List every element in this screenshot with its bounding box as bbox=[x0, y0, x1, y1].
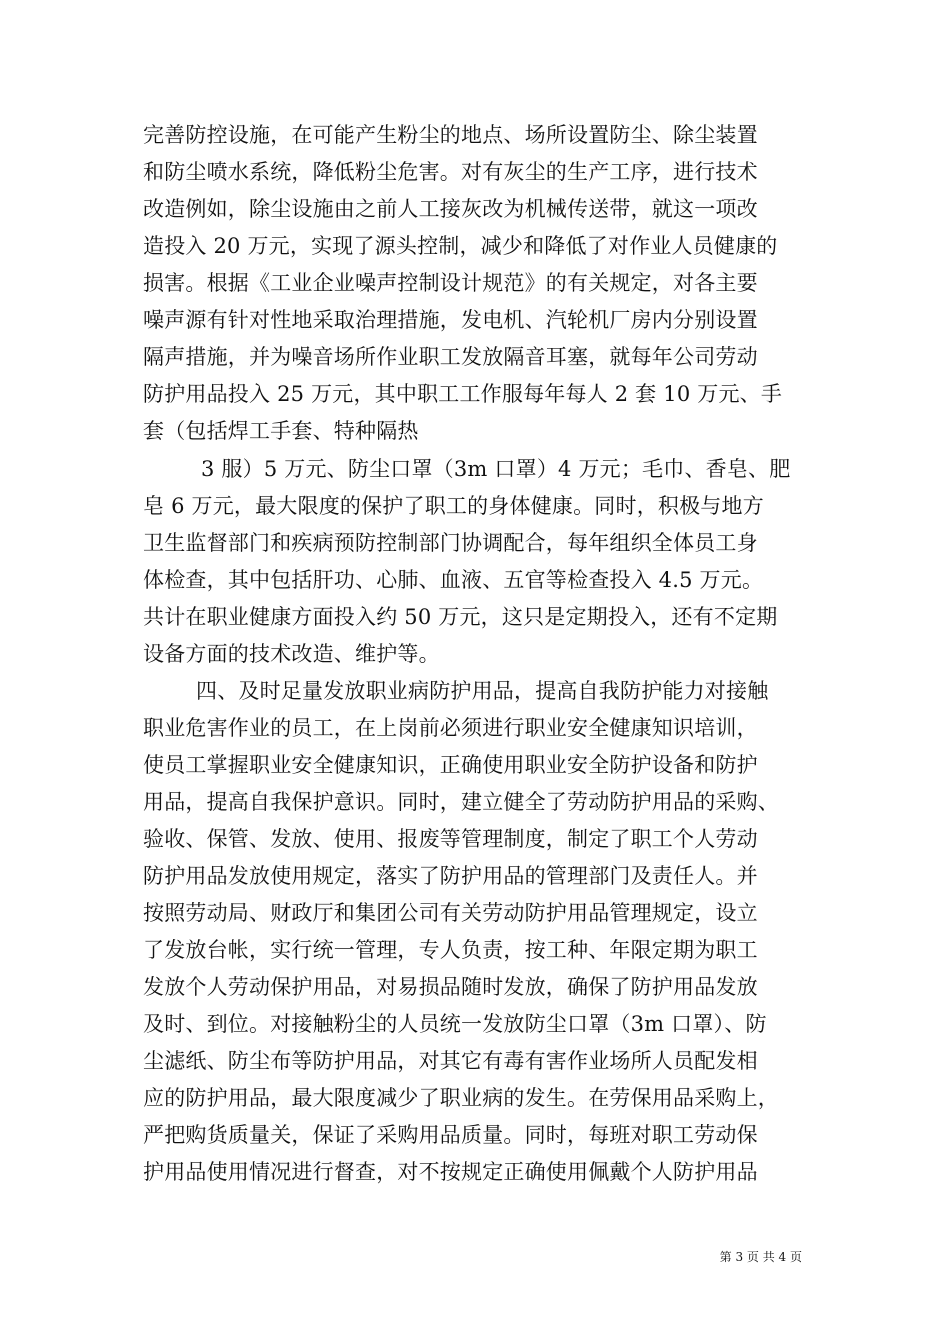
body-text-line: 造投入 20 万元，实现了源头控制，减少和降低了对作业人员健康的 bbox=[143, 234, 778, 258]
body-text-line: 严把购货质量关，保证了采购用品质量。同时，每班对职工劳动保 bbox=[143, 1123, 758, 1147]
body-text-line: 皂 6 万元，最大限度的保护了职工的身体健康。同时，积极与地方 bbox=[143, 494, 764, 518]
body-text-line: 3 服）5 万元、防尘口罩（3m 口罩）4 万元；毛巾、香皂、肥 bbox=[201, 457, 791, 481]
body-text-line: 和防尘喷水系统，降低粉尘危害。对有灰尘的生产工序，进行技术 bbox=[143, 160, 758, 184]
body-text-line: 套（包括焊工手套、特种隔热 bbox=[143, 419, 419, 443]
body-text-line: 损害。根据《工业企业噪声控制设计规范》的有关规定，对各主要 bbox=[143, 271, 758, 295]
body-text-line: 设备方面的技术改造、维护等。 bbox=[143, 642, 440, 666]
body-text-line: 尘滤纸、防尘布等防护用品，对其它有毒有害作业场所人员配发相 bbox=[143, 1049, 758, 1073]
body-text-line: 发放个人劳动保护用品，对易损品随时发放，确保了防护用品发放 bbox=[143, 975, 758, 999]
body-text-line: 职业危害作业的员工，在上岗前必须进行职业安全健康知识培训， bbox=[143, 716, 758, 740]
body-text-line: 验收、保管、发放、使用、报废等管理制度，制定了职工个人劳动 bbox=[143, 827, 758, 851]
body-text-line: 及时、到位。对接触粉尘的人员统一发放防尘口罩（3m 口罩）、防 bbox=[143, 1012, 767, 1036]
body-text-line: 护用品使用情况进行督查，对不按规定正确使用佩戴个人防护用品 bbox=[143, 1160, 758, 1184]
body-text-line: 体检查，其中包括肝功、心肺、血液、五官等检查投入 4.5 万元。 bbox=[143, 568, 764, 592]
section-heading-line: 四、及时足量发放职业病防护用品，提高自我防护能力对接触 bbox=[196, 679, 769, 703]
body-text-line: 共计在职业健康方面投入约 50 万元，这只是定期投入，还有不定期 bbox=[143, 605, 778, 629]
body-text-line: 了发放台帐，实行统一管理，专人负责，按工种、年限定期为职工 bbox=[143, 938, 758, 962]
body-text-line: 完善防控设施，在可能产生粉尘的地点、场所设置防尘、除尘装置 bbox=[143, 123, 758, 147]
body-text-line: 使员工掌握职业安全健康知识，正确使用职业安全防护设备和防护 bbox=[143, 753, 758, 777]
body-text-line: 用品，提高自我保护意识。同时，建立健全了劳动防护用品的采购、 bbox=[143, 790, 779, 814]
body-text-line: 按照劳动局、财政厅和集团公司有关劳动防护用品管理规定，设立 bbox=[143, 901, 758, 925]
body-text-line: 卫生监督部门和疾病预防控制部门协调配合，每年组织全体员工身 bbox=[143, 531, 758, 555]
body-text-line: 隔声措施，并为噪音场所作业职工发放隔音耳塞，就每年公司劳动 bbox=[143, 345, 758, 369]
body-text-line: 防护用品发放使用规定，落实了防护用品的管理部门及责任人。并 bbox=[143, 864, 758, 888]
body-text-line: 应的防护用品，最大限度减少了职业病的发生。在劳保用品采购上， bbox=[143, 1086, 779, 1110]
body-text-line: 噪声源有针对性地采取治理措施，发电机、汽轮机厂房内分别设置 bbox=[143, 308, 758, 332]
body-text-line: 防护用品投入 25 万元，其中职工工作服每年每人 2 套 10 万元、手 bbox=[143, 382, 783, 406]
page-number-footer: 第 3 页 共 4 页 bbox=[719, 1250, 802, 1264]
body-text-line: 改造例如，除尘设施由之前人工接灰改为机械传送带，就这一项改 bbox=[143, 197, 758, 221]
